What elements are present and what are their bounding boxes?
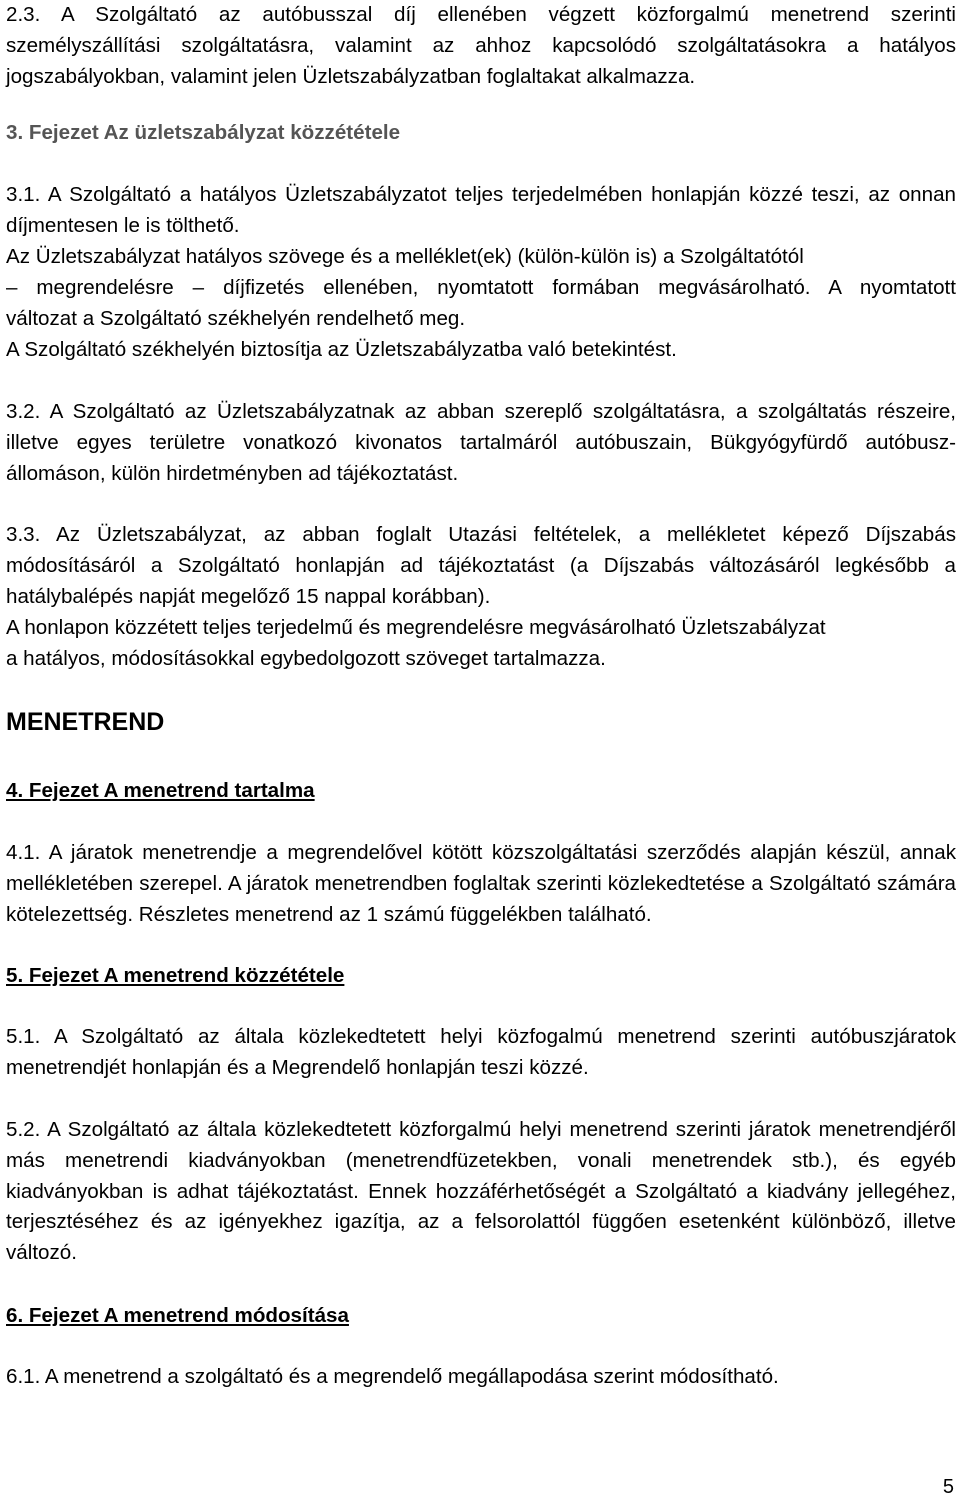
chapter-3-title: 3. Fejezet Az üzletszabályzat közzététele — [6, 121, 401, 144]
paragraph-6-1: 6.1. A menetrend a szolgáltató és a megrendelő megállapodása szerint módosítható. — [6, 1365, 779, 1388]
paragraph-3-3-b1: A honlapon közzétett teljes terjedelmű és megrendelésre megvásárolható Üzletszabályzat — [6, 616, 826, 639]
chapter-4-title: 4. Fejezet A menetrend tartalma — [6, 779, 315, 802]
paragraph-3-1-b2: – megrendelésre – díjfizetés ellenében, nyomtatott formában megvásárolható. A nyomtatott — [6, 276, 956, 299]
paragraph-3-3-a: 3.3. Az Üzletszabályzat, az abban foglalt Utazási feltételek, a mellékletet képező Díjszabás módosításáról a Szolgáltató honlapján ad tájékoztatást (a Díjszabás változásáról legkésőbb a hatálybalépés napját megelőző 15 nappal korábban). — [6, 523, 956, 608]
chapter-6-title: 6. Fejezet A menetrend módosítása — [6, 1304, 349, 1327]
paragraph-2-3: 2.3. A Szolgáltató az autóbusszal díj ellenében végzett közforgalmú menetrend szerinti személyszállítási szolgáltatásra, valamint az ahhoz kapcsolódó szolgáltatásokra a hatályos jogszabályokban, valamint jelen Üzletszabályzatban foglaltakat alkalmazza. — [6, 3, 956, 88]
paragraph-3-1-c: A Szolgáltató székhelyén biztosítja az Üzletszabályzatba való betekintést. — [6, 338, 677, 361]
paragraph-3-3-b2: a hatályos, módosításokkal egybedolgozott szöveget tartalmazza. — [6, 647, 606, 670]
chapter-5-title: 5. Fejezet A menetrend közzététele — [6, 964, 345, 987]
page-number: 5 — [942, 1476, 954, 1498]
paragraph-3-1-a: 3.1. A Szolgáltató a hatályos Üzletszabályzatot teljes terjedelmében honlapján közzé teszi, az onnan díjmentesen le is tölthető. — [6, 183, 956, 237]
menetrend-heading: MENETREND — [6, 708, 165, 736]
paragraph-5-2: 5.2. A Szolgáltató az általa közlekedtetett közforgalmú helyi menetrend szerinti járatok menetrendjéről más menetrendi kiadványokban (menetrendfüzetekben, vonali menetrendek stb.), és egyéb kiadványokban is adhat tájékoztatást. Ennek hozzáférhetőségét a Szolgáltató a kiadvány jellegéhez, terjesztéséhez és az igényekhez igazítja, az a felsorolattól függően esetenként különböző, illetve változó. — [6, 1118, 956, 1265]
paragraph-3-1-b3: változat a Szolgáltató székhelyén rendelhető meg. — [6, 307, 466, 330]
paragraph-5-1: 5.1. A Szolgáltató az általa közlekedtetett helyi közfogalmú menetrend szerinti autóbuszjáratok menetrendjét honlapján és a Megrendelő honlapján teszi közzé. — [6, 1025, 956, 1079]
paragraph-4-1: 4.1. A járatok menetrendje a megrendelővel kötött közszolgáltatási szerződés alapján készül, annak mellékletében szerepel. A járatok menetrendben foglaltak szerinti közlekedtetése a Szolgáltató számára kötelezettség. Részletes menetrend az 1 számú függelékben található. — [6, 841, 956, 926]
paragraph-3-1-b1: Az Üzletszabályzat hatályos szövege és a melléklet(ek) (külön-külön is) a Szolgáltatótól — [6, 245, 804, 268]
paragraph-3-2: 3.2. A Szolgáltató az Üzletszabályzatnak az abban szereplő szolgáltatásra, a szolgáltatás részeire, illetve egyes területre vonatkozó kivonatos tartalmáról autóbuszain, Bükgyógyfürdő autóbusz-állomáson, külön hirdetményben ad tájékoztatást. — [6, 400, 956, 485]
